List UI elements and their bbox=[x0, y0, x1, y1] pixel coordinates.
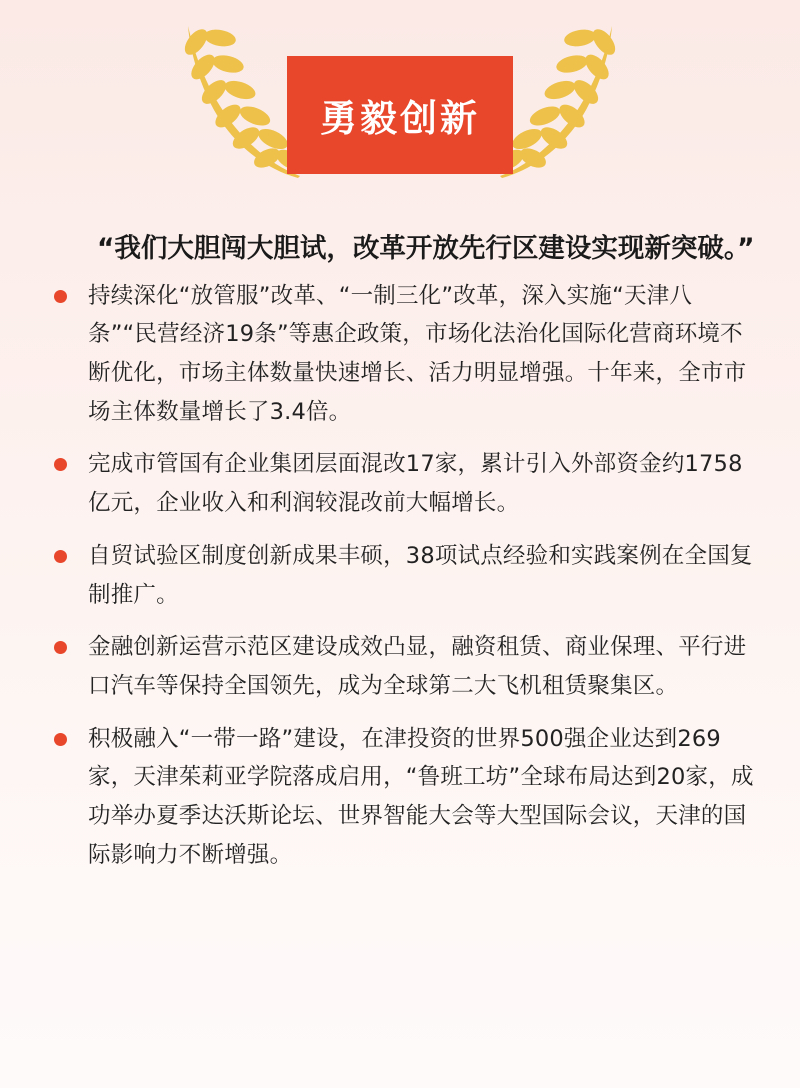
banner-inner bbox=[170, 18, 630, 188]
banner-title-box bbox=[287, 56, 513, 174]
bullet-dot-icon bbox=[54, 733, 67, 746]
list-item-text: 积极融入“一带一路”建设，在津投资的世界500强企业达到269家，天津茱莉亚学院落成启用，“鲁班工坊”全球布局达到20家，成功举办夏季达沃斯论坛、世界智能大会等大型国际会议，天津的国际影响力不断增强。 bbox=[88, 725, 754, 868]
list-item-text: 完成市管国有企业集团层面混改17家，累计引入外部资金约1758亿元，企业收入和利润较混改前大幅增长。 bbox=[88, 451, 743, 517]
list-item bbox=[44, 537, 756, 614]
list-item bbox=[44, 277, 756, 432]
bullet-dot-icon bbox=[54, 290, 67, 303]
bullet-list bbox=[44, 277, 756, 875]
list-item-text: 持续深化“放管服”改革、“一制三化”改革，深入实施“天津八条”“民营经济19条”等惠企政策，市场化法治化国际化营商环境不断优化，市场主体数量快速增长、活力明显增强。十年来，全市市场主体数量增长了3.4倍。 bbox=[88, 282, 747, 425]
bullet-dot-icon bbox=[54, 458, 67, 471]
pull-quote: “我们大胆闯大胆试，改革开放先行区建设实现新突破。” bbox=[97, 233, 755, 264]
bullet-dot-icon bbox=[54, 550, 67, 563]
list-item bbox=[44, 628, 756, 705]
content-area bbox=[0, 200, 800, 874]
list-item bbox=[44, 445, 756, 522]
banner-title: 勇毅创新 bbox=[320, 97, 480, 140]
banner bbox=[0, 0, 800, 200]
bullet-dot-icon bbox=[54, 641, 67, 654]
list-item bbox=[44, 720, 756, 875]
list-item-text: 金融创新运营示范区建设成效凸显，融资租赁、商业保理、平行进口汽车等保持全国领先，成为全球第二大飞机租赁聚集区。 bbox=[88, 634, 747, 699]
list-item-text: 自贸试验区制度创新成果丰硕，38项试点经验和实践案例在全国复制推广。 bbox=[88, 542, 753, 608]
